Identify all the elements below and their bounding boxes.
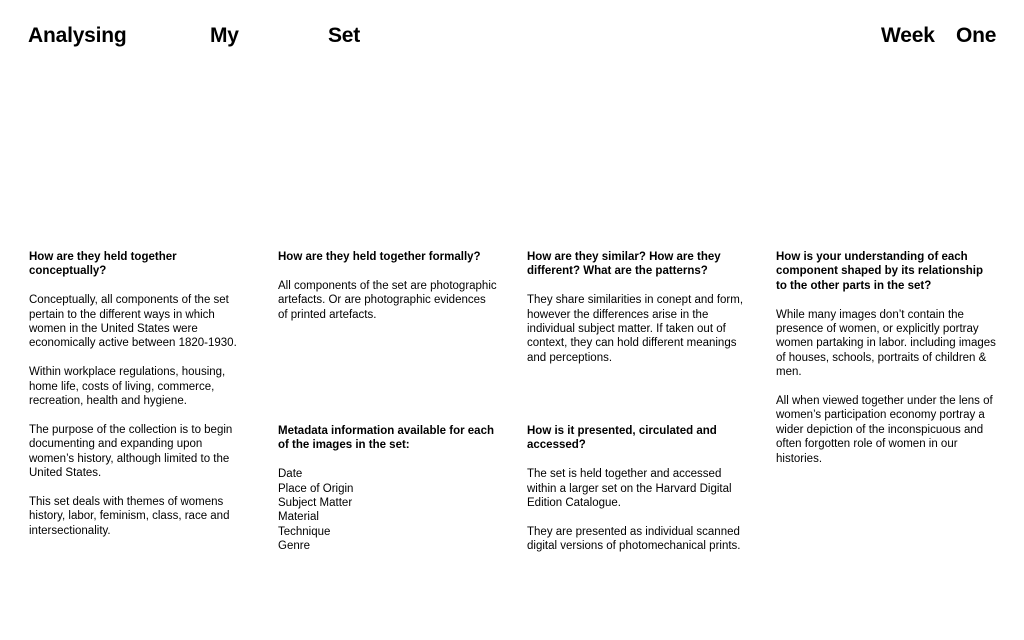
list-item: Technique <box>278 525 331 538</box>
title-word-week: Week <box>881 24 935 47</box>
list-item: Genre <box>278 540 310 553</box>
paragraph: The purpose of the collection is to begin documenting and expanding upon women’s history, although limited to the United States. <box>29 423 233 480</box>
title-word-my: My <box>210 24 239 47</box>
question-metadata: Metadata information available for each of the images in the set: <box>278 425 495 452</box>
list-item: Date <box>278 468 303 481</box>
question-patterns: How are they similar? How are they different? What are the patterns? <box>527 251 721 278</box>
list-item: Material <box>278 511 319 524</box>
presentation-section <box>527 424 747 568</box>
column-patterns <box>527 250 747 380</box>
paragraph: While many images don’t contain the presence of women, or explicitly portray women partaking in labor. including images of houses, schools, portraits of children & men. <box>776 308 996 379</box>
title-word-analysing: Analysing <box>28 24 127 47</box>
paragraph: The set is held together and accessed within a larger set on the Harvard Digital Edition Catalogue. <box>527 468 732 510</box>
metadata-section <box>278 424 498 554</box>
paragraph: All components of the set are photographic artefacts. Or are photographic evidences of printed artefacts. <box>278 279 497 321</box>
paragraph: They are presented as individual scanned digital versions of photomechanical prints. <box>527 525 741 553</box>
column-understanding <box>776 250 996 480</box>
question-formal: How are they held together formally? <box>278 251 481 263</box>
list-item: Subject Matter <box>278 497 353 510</box>
title-word-set: Set <box>328 24 361 47</box>
column-conceptual <box>29 250 249 552</box>
paragraph: All when viewed together under the lens of women’s participation economy portray a wider depiction of the inconspicuous and often forgotten role of women in our histories. <box>776 395 993 465</box>
paragraph: They share similarities in conept and form, however the differences arise in the individual subject matter. If taken out of context, they can hold different meanings and perceptions. <box>527 294 744 364</box>
title-word-one: One <box>956 24 997 47</box>
paragraph: This set deals with themes of womens history, labor, feminism, class, race and intersectionality. <box>29 495 230 537</box>
column-formal <box>278 250 498 336</box>
metadata-list <box>278 467 498 553</box>
question-conceptual: How are they held together conceptually? <box>29 251 177 278</box>
list-item: Place of Origin <box>278 482 354 495</box>
question-understanding: How is your understanding of each component shaped by its relationship to the other parts in the set? <box>776 251 984 292</box>
question-presentation: How is it presented, circulated and accessed? <box>527 425 717 452</box>
paragraph: Conceptually, all components of the set pertain to the different ways in which women in the United States were economically active between 1820-1930. <box>29 294 237 350</box>
paragraph: Within workplace regulations, housing, home life, costs of living, commerce, recreation, health and hygiene. <box>29 366 226 408</box>
